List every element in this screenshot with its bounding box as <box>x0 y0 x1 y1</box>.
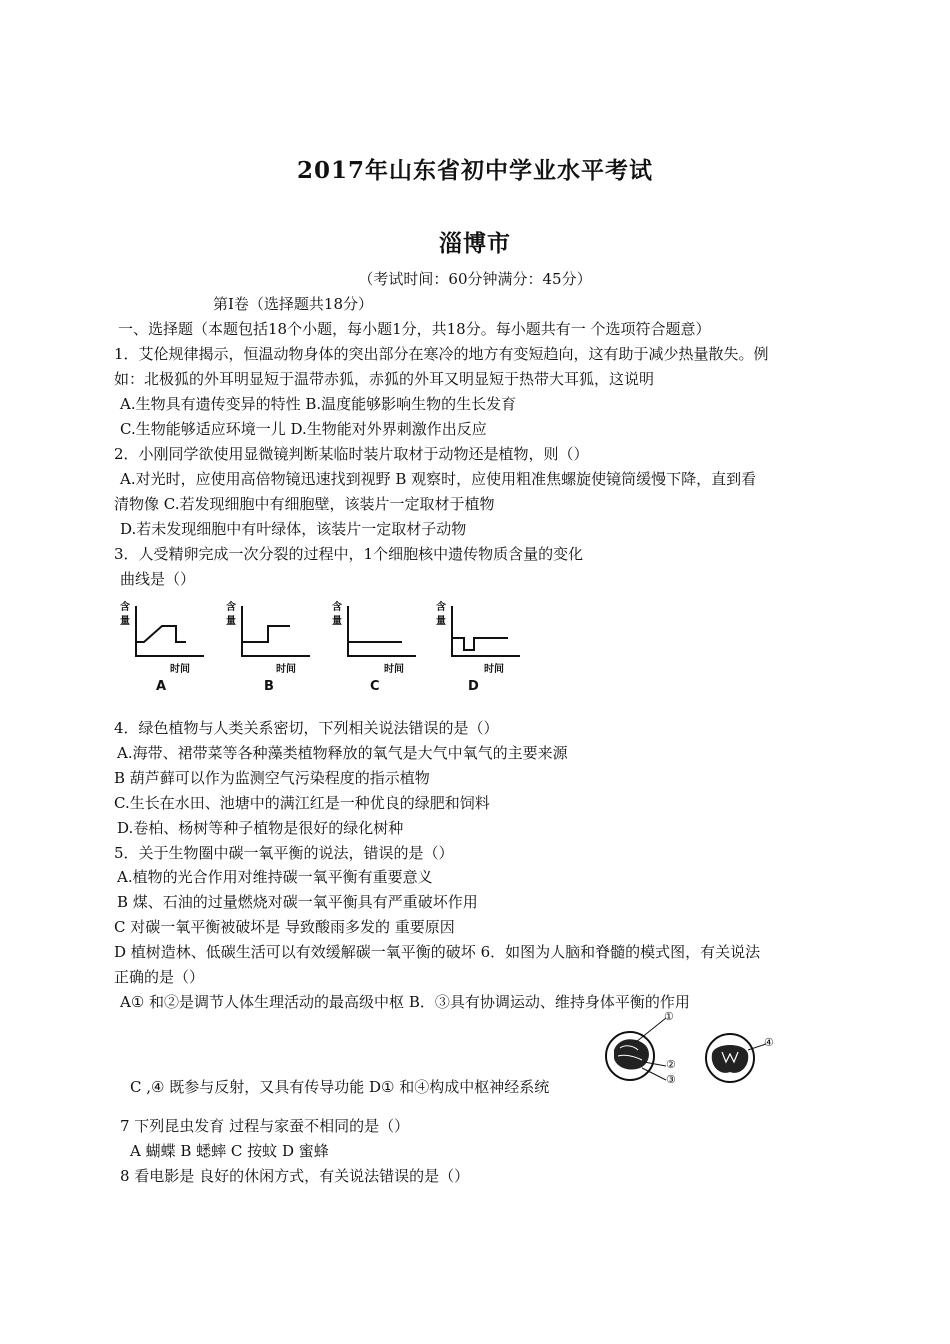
q3-graphs <box>118 594 518 698</box>
graph-b-curve <box>242 626 290 642</box>
q1-stem-line1: 1．艾伦规律揭示，恒温动物身体的突出部分在寒冷的地方有变短趋向，这有助于减少热量散失。例 <box>114 345 769 363</box>
q6-options-ab: A① 和②是调节人体生理活动的最高级中枢 B．③具有协调运动、维持身体平衡的作用 <box>120 993 690 1011</box>
q5-option-b: B 煤、石油的过量燃烧对碳一氧平衡具有严重破坏作用 <box>117 893 478 911</box>
brain-mark-2: ② <box>666 1058 676 1071</box>
graph-a <box>118 594 208 698</box>
graph-c-plot <box>344 604 419 660</box>
graph-a-ylabel-top: 含 <box>120 602 130 613</box>
graph-b-plot <box>238 604 313 660</box>
graph-a-curve <box>136 626 186 642</box>
graph-b-ylabel-bottom: 量 <box>226 616 236 627</box>
q4-option-c: C.生长在水田、池塘中的满江红是一种优良的绿肥和饲料 <box>114 794 490 812</box>
graph-c-caption: C <box>370 679 380 694</box>
graph-b-axes <box>242 606 310 656</box>
q5-option-d: D 植树造林、低碳生活可以有效缓解碳一氧平衡的破坏 6．如图为人脑和脊髓的模式图，有关说法 <box>114 943 761 961</box>
q7-stem: 7 下列昆虫发育 过程与家蚕不相同的是（） <box>120 1117 410 1135</box>
graph-c-xlabel: 时间 <box>384 664 404 675</box>
brain-mark-1: ① <box>664 1010 674 1023</box>
spinal-mark-4: ④ <box>764 1036 774 1049</box>
graph-d <box>434 594 524 698</box>
q1-options-ab: A.生物具有遗传变异的特性 B.温度能够影响生物的生长发育 <box>120 395 517 413</box>
graph-a-caption: A <box>156 679 167 694</box>
q5-stem: 5．关于生物圈中碳一氧平衡的说法，错误的是（） <box>114 844 454 862</box>
q5-option-a: A.植物的光合作用对维持碳一氧平衡有重要意义 <box>117 868 433 886</box>
graph-a-axes <box>136 606 204 656</box>
graph-a-plot <box>132 604 207 660</box>
exam-info: （考试时间：60分钟满分：45分） <box>358 270 592 288</box>
q2-option-a-cont: 清物像 C.若发现细胞中有细胞壁，该装片一定取材于植物 <box>114 495 495 513</box>
q6-options-cd: C ,④ 既参与反射，又具有传导功能 D① 和④构成中枢神经系统 <box>130 1078 550 1096</box>
graph-d-axes <box>452 606 520 656</box>
graph-d-ylabel-top: 含 <box>436 602 446 613</box>
graph-d-xlabel: 时间 <box>484 664 504 675</box>
q2-stem: 2．小刚同学欲使用显微镜判断某临时装片取材于动物还是植物，则（） <box>114 445 589 463</box>
city-title: 淄博市 <box>439 230 511 257</box>
brain-mark-3: ③ <box>666 1073 676 1086</box>
q5-option-c: C 对碳一氧平衡被破坏是 导致酸雨多发的 重要原因 <box>114 918 455 936</box>
section-heading: 一、选择题（本题包括18个小题，每小题1分，共18分。每小题共有一 个选项符合题意） <box>118 320 711 338</box>
graph-d-caption: D <box>468 679 479 694</box>
graph-d-ylabel-bottom: 量 <box>436 616 446 627</box>
graph-c-ylabel-bottom: 量 <box>332 616 342 627</box>
volume-heading: 第Ⅰ卷（选择题共18分） <box>213 295 374 313</box>
graph-a-ylabel-bottom: 量 <box>120 616 130 627</box>
q4-stem: 4．绿色植物与人类关系密切，下列相关说法错误的是（） <box>114 719 499 737</box>
q5-option-d-cont: 正确的是（） <box>114 968 205 986</box>
graph-b-xlabel: 时间 <box>276 664 296 675</box>
q1-options-cd: C.生物能够适应环境一儿 D.生物能对外界刺激作出反应 <box>120 420 487 438</box>
q4-option-a: A.海带、裙带菜等各种藻类植物释放的氧气是大气中氧气的主要来源 <box>117 744 568 762</box>
graph-a-xlabel: 时间 <box>170 664 190 675</box>
graph-c <box>330 594 420 698</box>
graph-b <box>224 594 314 698</box>
brain-spinal-figure <box>600 1010 790 1094</box>
graph-c-ylabel-top: 含 <box>332 602 342 613</box>
graph-b-ylabel-top: 含 <box>226 602 236 613</box>
q3-stem-line2: 曲线是（） <box>120 570 196 588</box>
graph-c-curve <box>348 626 402 642</box>
graph-b-caption: B <box>264 679 274 694</box>
graph-d-curve <box>452 638 508 650</box>
q4-option-d: D.卷柏、杨树等种子植物是很好的绿化树种 <box>117 819 404 837</box>
q7-options: A 蝴蝶 B 蟋蟀 C 按蚊 D 蜜蜂 <box>130 1142 329 1160</box>
brain-spinal-drawing <box>600 1010 790 1094</box>
q4-option-b: B 葫芦藓可以作为监测空气污染程度的指示植物 <box>114 769 430 787</box>
graph-c-axes <box>348 606 416 656</box>
exam-title: 2017年山东省初中学业水平考试 <box>296 157 653 184</box>
q8-stem: 8 看电影是 良好的休闲方式，有关说法错误的是（） <box>120 1167 470 1185</box>
q1-stem-line2: 如：北极狐的外耳明显短于温带赤狐，赤狐的外耳又明显短于热带大耳狐，这说明 <box>114 370 655 388</box>
graph-d-plot <box>448 604 523 660</box>
q2-option-a: A.对光时，应使用高倍物镜迅速找到视野 B 观察时，应使用粗准焦螺旋使镜筒缓慢下降，直到看 <box>120 470 757 488</box>
q2-option-d: D.若未发现细胞中有叶绿体，该装片一定取材子动物 <box>120 520 467 538</box>
q3-stem: 3．人受精卵完成一次分裂的过程中，1个细胞核中遗传物质含量的变化 <box>114 545 584 563</box>
